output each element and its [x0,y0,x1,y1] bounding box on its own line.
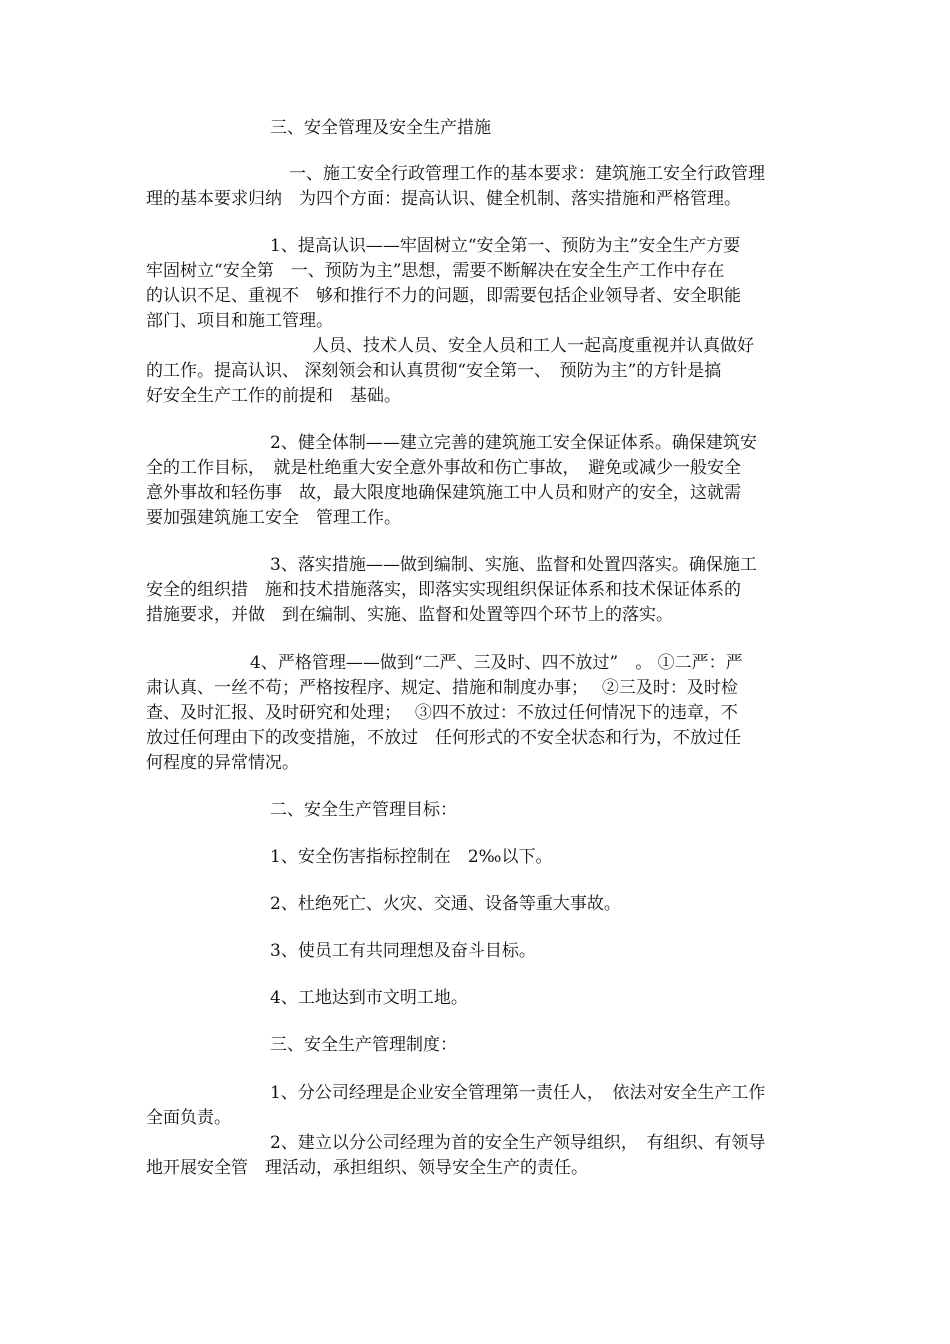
paragraph-4-line: 何程度的异常情况。 [146,753,299,773]
goal-item: 4、工地达到市文明工地。 [270,988,468,1008]
paragraph-1-line: 牢固树立“安全第 一、预防为主”思想，需要不断解决在安全生产工作中存在 [146,261,725,281]
paragraph-1-line: 部门、项目和施工管理。 [146,311,333,331]
paragraph-2-line: 要加强建筑施工安全 管理工作。 [146,508,401,528]
paragraph-1-line: 的认识不足、重视不 够和推行不力的问题，即需要包括企业领导者、安全职能 [146,286,741,306]
paragraph-3-line: 3、落实措施——做到编制、实施、监督和处置四落实。确保施工 [270,555,757,575]
paragraph-3-line: 措施要求，并做 到在编制、实施、监督和处置等四个环节上的落实。 [146,605,673,625]
paragraph-4-line: 肃认真、一丝不苟；严格按程序、规定、措施和制度办事； ②三及时：及时检 [146,678,738,698]
section1-intro-line: 理的基本要求归纳 为四个方面：提高认识、健全机制、落实措施和严格管理。 [146,189,741,209]
paragraph-2-line: 全的工作目标， 就是杜绝重大安全意外事故和伤亡事故， 避免或减少一般安全 [146,458,741,478]
rule-item-1-line: 全面负责。 [146,1108,231,1128]
paragraph-1b-line: 好安全生产工作的前提和 基础。 [146,386,401,406]
rule-item-1-line: 1、分公司经理是企业安全管理第一责任人， 依法对安全生产工作 [270,1083,766,1103]
section3-heading: 三、安全生产管理制度： [270,1035,457,1055]
paragraph-3-line: 安全的组织措 施和技术措施落实，即落实实现组织保证体系和技术保证体系的 [146,580,741,600]
rule-item-2-line: 地开展安全管 理活动，承担组织、领导安全生产的责任。 [146,1158,588,1178]
document-title: 三、安全管理及安全生产措施 [270,118,491,138]
goal-item: 2、杜绝死亡、火灾、交通、设备等重大事故。 [270,894,621,914]
paragraph-4-line: 放过任何理由下的改变措施，不放过 任何形式的不安全状态和行为，不放过任 [146,728,741,748]
goal-item: 3、使员工有共同理想及奋斗目标。 [270,941,536,961]
rule-item-2-line: 2、建立以分公司经理为首的安全生产领导组织， 有组织、有领导 [270,1133,766,1153]
paragraph-1-line: 1、提高认识——牢固树立“安全第一、预防为主”安全生产方要 [270,236,741,256]
paragraph-4-line: 4、严格管理——做到“二严、三及时、四不放过” 。 ①二严：严 [250,653,743,673]
paragraph-4-line: 查、及时汇报、及时研究和处理； ③四不放过：不放过任何情况下的违章，不 [146,703,738,723]
section1-intro-line: 一、施工安全行政管理工作的基本要求：建筑施工安全行政管理 [289,164,765,184]
paragraph-1b-line: 的工作。提高认识、 深刻领会和认真贯彻“安全第一、 预防为主”的方针是搞 [146,361,722,381]
section2-heading: 二、安全生产管理目标： [270,800,457,820]
paragraph-2-line: 2、健全体制——建立完善的建筑施工安全保证体系。确保建筑安 [270,433,757,453]
paragraph-2-line: 意外事故和轻伤事 故，最大限度地确保建筑施工中人员和财产的安全，这就需 [146,483,741,503]
paragraph-1b-line: 人员、技术人员、安全人员和工人一起高度重视并认真做好 [312,336,754,356]
goal-item: 1、安全伤害指标控制在 2‰以下。 [270,847,553,867]
